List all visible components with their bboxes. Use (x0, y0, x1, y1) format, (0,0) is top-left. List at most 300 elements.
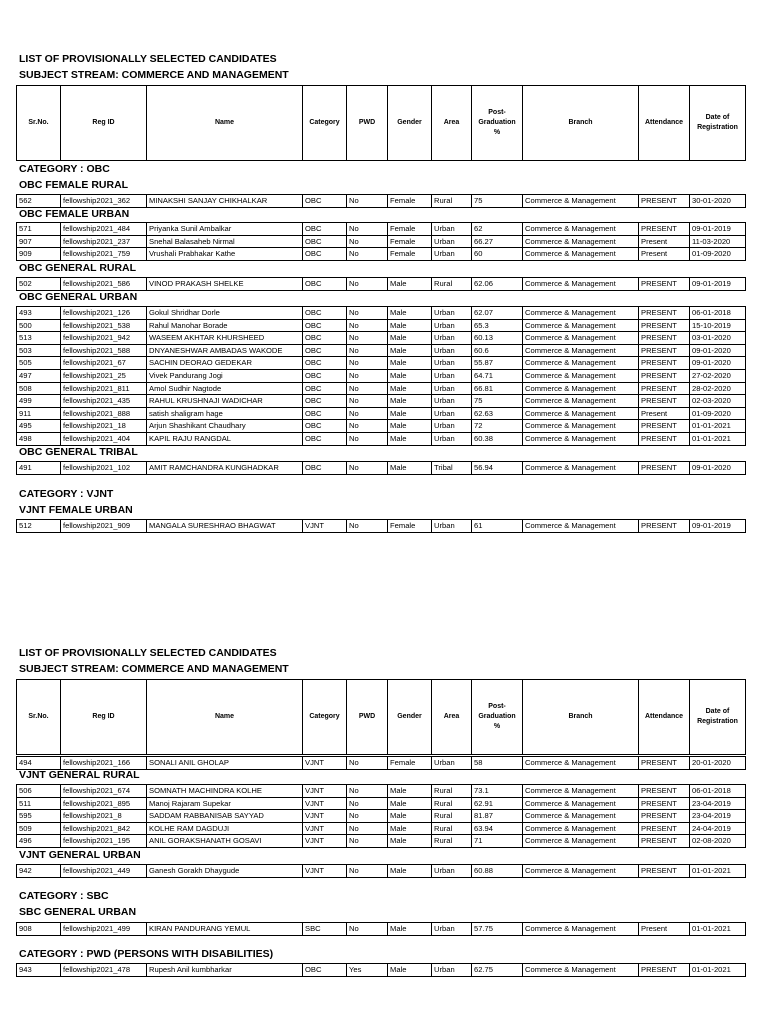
sr-no-cell: 511 (17, 797, 61, 810)
pg-percent-cell: 81.87 (472, 810, 523, 823)
pg-percent-cell: 62.91 (472, 797, 523, 810)
pg-percent-cell: 72 (472, 420, 523, 433)
table-row (17, 785, 746, 798)
name-header: Name (147, 86, 303, 161)
column-header-table (16, 85, 746, 161)
attendance-cell: Present (639, 923, 690, 936)
gender-cell: Female (388, 235, 432, 248)
registration-date-header: Date of Registration (690, 86, 746, 161)
pg-percent-cell: 75 (472, 195, 523, 208)
reg-id-cell: fellowship2021_362 (61, 195, 147, 208)
pwd-cell: No (347, 332, 388, 345)
table-row (17, 822, 746, 835)
reg-id-header: Reg ID (61, 86, 147, 161)
sr-no-cell: 562 (17, 195, 61, 208)
group-heading: OBC GENERAL URBAN (19, 291, 138, 303)
category-cell: VJNT (303, 810, 347, 823)
registration-date-cell: 23-04-2019 (690, 810, 746, 823)
name-cell: SONALI ANIL GHOLAP (147, 757, 303, 770)
gender-header: Gender (388, 680, 432, 755)
area-cell: Urban (432, 923, 472, 936)
area-cell: Urban (432, 520, 472, 533)
group-table (16, 306, 745, 446)
subject-stream-title: SUBJECT STREAM: COMMERCE AND MANAGEMENT (19, 663, 289, 675)
name-cell: MINAKSHI SANJAY CHIKHALKAR (147, 195, 303, 208)
registration-date-cell: 28-02-2020 (690, 382, 746, 395)
pwd-cell: No (347, 797, 388, 810)
branch-cell: Commerce & Management (523, 757, 639, 770)
gender-cell: Male (388, 395, 432, 408)
pg-percent-cell: 60 (472, 248, 523, 261)
group-heading: VJNT GENERAL URBAN (19, 849, 141, 861)
reg-id-cell: fellowship2021_195 (61, 835, 147, 848)
sr-no-cell: 509 (17, 822, 61, 835)
attendance-cell: PRESENT (639, 432, 690, 445)
pg-percent-cell: 66.27 (472, 235, 523, 248)
pg-percent-cell: 71 (472, 835, 523, 848)
registration-date-cell: 09-01-2019 (690, 223, 746, 236)
sr-no-cell: 503 (17, 344, 61, 357)
reg-id-cell: fellowship2021_909 (61, 520, 147, 533)
branch-cell: Commerce & Management (523, 407, 639, 420)
table-row (17, 420, 746, 433)
gender-cell: Male (388, 835, 432, 848)
category-cell: OBC (303, 344, 347, 357)
pg-percent-cell: 62.63 (472, 407, 523, 420)
attendance-cell: PRESENT (639, 810, 690, 823)
category-cell: OBC (303, 407, 347, 420)
pwd-cell: No (347, 235, 388, 248)
reg-id-cell: fellowship2021_942 (61, 332, 147, 345)
category-heading: CATEGORY : OBC (19, 163, 110, 175)
name-cell: Manoj Rajaram Supekar (147, 797, 303, 810)
attendance-cell: PRESENT (639, 369, 690, 382)
category-header: Category (303, 86, 347, 161)
gender-header: Gender (388, 86, 432, 161)
sr-no-cell: 491 (17, 462, 61, 475)
area-cell: Urban (432, 369, 472, 382)
table-row (17, 964, 746, 977)
sr-no-cell: 943 (17, 964, 61, 977)
name-cell: DNYANESHWAR AMBADAS WAKODE (147, 344, 303, 357)
gender-cell: Female (388, 520, 432, 533)
registration-date-cell: 01-09-2020 (690, 407, 746, 420)
gender-cell: Male (388, 319, 432, 332)
attendance-cell: Present (639, 248, 690, 261)
pwd-cell: No (347, 407, 388, 420)
group-heading: VJNT FEMALE URBAN (19, 504, 133, 516)
header-table (16, 679, 745, 755)
registration-date-cell: 30-01-2020 (690, 195, 746, 208)
gender-cell: Male (388, 462, 432, 475)
category-heading: CATEGORY : SBC (19, 890, 109, 902)
gender-cell: Male (388, 432, 432, 445)
area-cell: Urban (432, 964, 472, 977)
area-cell: Urban (432, 344, 472, 357)
pwd-cell: No (347, 835, 388, 848)
table-row (17, 332, 746, 345)
attendance-cell: PRESENT (639, 344, 690, 357)
registration-date-cell: 23-04-2019 (690, 797, 746, 810)
header-row (17, 86, 746, 161)
attendance-cell: PRESENT (639, 520, 690, 533)
category-cell: VJNT (303, 520, 347, 533)
reg-id-cell: fellowship2021_8 (61, 810, 147, 823)
category-cell: OBC (303, 319, 347, 332)
branch-header: Branch (523, 680, 639, 755)
table-row (17, 319, 746, 332)
group-heading: OBC GENERAL RURAL (19, 262, 137, 274)
table-row (17, 865, 746, 878)
area-cell: Urban (432, 865, 472, 878)
pg-percent-cell: 55.87 (472, 357, 523, 370)
category-cell: OBC (303, 278, 347, 291)
reg-id-cell: fellowship2021_499 (61, 923, 147, 936)
branch-cell: Commerce & Management (523, 248, 639, 261)
sr-no-cell: 500 (17, 319, 61, 332)
area-header: Area (432, 86, 472, 161)
reg-id-cell: fellowship2021_842 (61, 822, 147, 835)
subject-stream-title: SUBJECT STREAM: COMMERCE AND MANAGEMENT (19, 69, 289, 81)
sr-no-cell: 502 (17, 278, 61, 291)
pwd-cell: No (347, 357, 388, 370)
column-header-table (16, 679, 746, 755)
category-cell: OBC (303, 223, 347, 236)
branch-cell: Commerce & Management (523, 332, 639, 345)
gender-cell: Male (388, 407, 432, 420)
category-header: Category (303, 680, 347, 755)
area-header: Area (432, 680, 472, 755)
pwd-cell: No (347, 195, 388, 208)
group-table (16, 277, 745, 291)
area-cell: Urban (432, 420, 472, 433)
reg-id-cell: fellowship2021_449 (61, 865, 147, 878)
area-cell: Rural (432, 810, 472, 823)
area-cell: Rural (432, 822, 472, 835)
category-heading: CATEGORY : VJNT (19, 488, 114, 500)
branch-cell: Commerce & Management (523, 369, 639, 382)
pg-percent-cell: 61 (472, 520, 523, 533)
sr-no-header: Sr.No. (17, 86, 61, 161)
sr-no-cell: 942 (17, 865, 61, 878)
table-row (17, 223, 746, 236)
branch-cell: Commerce & Management (523, 835, 639, 848)
registration-date-cell: 03-01-2020 (690, 332, 746, 345)
attendance-cell: PRESENT (639, 319, 690, 332)
registration-date-cell: 06-01-2018 (690, 307, 746, 320)
reg-id-cell: fellowship2021_484 (61, 223, 147, 236)
branch-header: Branch (523, 86, 639, 161)
table-row (17, 520, 746, 533)
gender-cell: Female (388, 195, 432, 208)
branch-cell: Commerce & Management (523, 420, 639, 433)
pwd-cell: No (347, 248, 388, 261)
registration-date-cell: 15-10-2019 (690, 319, 746, 332)
gender-cell: Male (388, 307, 432, 320)
registration-date-cell: 09-01-2020 (690, 344, 746, 357)
area-cell: Urban (432, 223, 472, 236)
name-cell: Rupesh Anil kumbharkar (147, 964, 303, 977)
attendance-cell: PRESENT (639, 307, 690, 320)
group-table (16, 222, 745, 261)
category-cell: OBC (303, 357, 347, 370)
area-cell: Urban (432, 319, 472, 332)
sr-no-cell: 595 (17, 810, 61, 823)
group-table (16, 461, 745, 475)
area-cell: Urban (432, 395, 472, 408)
sr-no-cell: 505 (17, 357, 61, 370)
sr-no-cell: 497 (17, 369, 61, 382)
category-cell: VJNT (303, 785, 347, 798)
pwd-cell: No (347, 223, 388, 236)
table-row (17, 810, 746, 823)
category-heading: CATEGORY : PWD (PERSONS WITH DISABILITIES) (19, 948, 274, 960)
pwd-header: PWD (347, 86, 388, 161)
table-row (17, 797, 746, 810)
attendance-cell: PRESENT (639, 462, 690, 475)
branch-cell: Commerce & Management (523, 223, 639, 236)
sr-no-cell: 495 (17, 420, 61, 433)
group-heading: OBC FEMALE URBAN (19, 208, 130, 220)
area-cell: Urban (432, 357, 472, 370)
area-cell: Rural (432, 785, 472, 798)
table-row (17, 432, 746, 445)
area-cell: Rural (432, 797, 472, 810)
group-heading: OBC GENERAL TRIBAL (19, 446, 138, 458)
pg-percent-header: Post- Graduation % (472, 680, 523, 755)
gender-cell: Male (388, 332, 432, 345)
name-cell: Snehal Balasaheb Nirmal (147, 235, 303, 248)
reg-id-cell: fellowship2021_237 (61, 235, 147, 248)
attendance-cell: PRESENT (639, 757, 690, 770)
area-cell: Urban (432, 757, 472, 770)
sr-no-cell: 512 (17, 520, 61, 533)
pwd-cell: No (347, 520, 388, 533)
name-header: Name (147, 680, 303, 755)
attendance-cell: PRESENT (639, 797, 690, 810)
table-row (17, 357, 746, 370)
attendance-cell: PRESENT (639, 822, 690, 835)
pg-percent-cell: 65.3 (472, 319, 523, 332)
name-cell: Amol Sudhir Nagtode (147, 382, 303, 395)
pwd-cell: No (347, 307, 388, 320)
sr-no-cell: 499 (17, 395, 61, 408)
group-table (16, 864, 745, 878)
table-row (17, 395, 746, 408)
list-title: LIST OF PROVISIONALLY SELECTED CANDIDATES (19, 53, 277, 65)
reg-id-cell: fellowship2021_759 (61, 248, 147, 261)
area-cell: Urban (432, 382, 472, 395)
registration-date-header: Date of Registration (690, 680, 746, 755)
registration-date-cell: 01-01-2021 (690, 420, 746, 433)
attendance-cell: PRESENT (639, 223, 690, 236)
sr-no-cell: 494 (17, 757, 61, 770)
sr-no-cell: 498 (17, 432, 61, 445)
branch-cell: Commerce & Management (523, 923, 639, 936)
attendance-cell: PRESENT (639, 382, 690, 395)
sr-no-cell: 513 (17, 332, 61, 345)
sr-no-cell: 911 (17, 407, 61, 420)
sr-no-cell: 571 (17, 223, 61, 236)
pg-percent-cell: 60.38 (472, 432, 523, 445)
registration-date-cell: 06-01-2018 (690, 785, 746, 798)
name-cell: AMIT RAMCHANDRA KUNGHADKAR (147, 462, 303, 475)
attendance-header: Attendance (639, 86, 690, 161)
name-cell: MANGALA SURESHRAO BHAGWAT (147, 520, 303, 533)
group-table (16, 784, 745, 848)
area-cell: Urban (432, 235, 472, 248)
registration-date-cell: 24-04-2019 (690, 822, 746, 835)
registration-date-cell: 09-01-2020 (690, 462, 746, 475)
category-cell: OBC (303, 382, 347, 395)
reg-id-cell: fellowship2021_25 (61, 369, 147, 382)
name-cell: RAHUL KRUSHNAJI WADICHAR (147, 395, 303, 408)
category-cell: OBC (303, 307, 347, 320)
pg-percent-header: Post- Graduation % (472, 86, 523, 161)
reg-id-cell: fellowship2021_478 (61, 964, 147, 977)
reg-id-header: Reg ID (61, 680, 147, 755)
gender-cell: Female (388, 223, 432, 236)
branch-cell: Commerce & Management (523, 278, 639, 291)
pwd-cell: No (347, 923, 388, 936)
name-cell: Ganesh Gorakh Dhaygude (147, 865, 303, 878)
attendance-cell: PRESENT (639, 835, 690, 848)
pwd-header: PWD (347, 680, 388, 755)
name-cell: Rahul Manohar Borade (147, 319, 303, 332)
reg-id-cell: fellowship2021_588 (61, 344, 147, 357)
pg-percent-cell: 60.88 (472, 865, 523, 878)
category-cell: VJNT (303, 865, 347, 878)
registration-date-cell: 01-01-2021 (690, 923, 746, 936)
registration-date-cell: 09-01-2020 (690, 357, 746, 370)
attendance-cell: PRESENT (639, 357, 690, 370)
reg-id-cell: fellowship2021_538 (61, 319, 147, 332)
pg-percent-cell: 62.07 (472, 307, 523, 320)
gender-cell: Male (388, 797, 432, 810)
pwd-cell: No (347, 278, 388, 291)
table-row (17, 195, 746, 208)
group-table (16, 194, 745, 208)
pwd-cell: No (347, 395, 388, 408)
name-cell: KIRAN PANDURANG YEMUL (147, 923, 303, 936)
reg-id-cell: fellowship2021_586 (61, 278, 147, 291)
pg-percent-cell: 56.94 (472, 462, 523, 475)
branch-cell: Commerce & Management (523, 810, 639, 823)
registration-date-cell: 09-01-2019 (690, 278, 746, 291)
area-cell: Rural (432, 278, 472, 291)
pwd-cell: No (347, 382, 388, 395)
reg-id-cell: fellowship2021_166 (61, 757, 147, 770)
reg-id-cell: fellowship2021_404 (61, 432, 147, 445)
name-cell: ANIL GORAKSHANATH GOSAVI (147, 835, 303, 848)
area-cell: Urban (432, 332, 472, 345)
pwd-cell: No (347, 420, 388, 433)
name-cell: satish shaligram hage (147, 407, 303, 420)
branch-cell: Commerce & Management (523, 865, 639, 878)
pg-percent-cell: 62.75 (472, 964, 523, 977)
name-cell: Vivek Pandurang Jogi (147, 369, 303, 382)
name-cell: SACHIN DEORAO GEDEKAR (147, 357, 303, 370)
pwd-cell: No (347, 810, 388, 823)
group-table (16, 963, 745, 977)
sr-no-cell: 907 (17, 235, 61, 248)
pg-percent-cell: 62 (472, 223, 523, 236)
table-row (17, 278, 746, 291)
group-table (16, 922, 745, 936)
sr-no-cell: 909 (17, 248, 61, 261)
name-cell: Gokul Shridhar Dorle (147, 307, 303, 320)
sr-no-cell: 496 (17, 835, 61, 848)
pwd-cell: No (347, 865, 388, 878)
branch-cell: Commerce & Management (523, 357, 639, 370)
area-cell: Urban (432, 432, 472, 445)
branch-cell: Commerce & Management (523, 307, 639, 320)
table-row (17, 462, 746, 475)
attendance-cell: PRESENT (639, 785, 690, 798)
category-cell: OBC (303, 395, 347, 408)
pg-percent-cell: 75 (472, 395, 523, 408)
branch-cell: Commerce & Management (523, 382, 639, 395)
gender-cell: Male (388, 369, 432, 382)
pwd-cell: No (347, 822, 388, 835)
pg-percent-cell: 60.6 (472, 344, 523, 357)
table-row (17, 757, 746, 770)
sr-no-cell: 908 (17, 923, 61, 936)
registration-date-cell: 01-01-2021 (690, 865, 746, 878)
table-row (17, 382, 746, 395)
registration-date-cell: 02-03-2020 (690, 395, 746, 408)
reg-id-cell: fellowship2021_67 (61, 357, 147, 370)
registration-date-cell: 27-02-2020 (690, 369, 746, 382)
pg-percent-cell: 73.1 (472, 785, 523, 798)
pg-percent-cell: 57.75 (472, 923, 523, 936)
category-cell: VJNT (303, 757, 347, 770)
area-cell: Urban (432, 248, 472, 261)
attendance-cell: PRESENT (639, 964, 690, 977)
branch-cell: Commerce & Management (523, 319, 639, 332)
category-cell: OBC (303, 369, 347, 382)
table-row (17, 248, 746, 261)
gender-cell: Male (388, 382, 432, 395)
category-cell: OBC (303, 332, 347, 345)
attendance-cell: PRESENT (639, 195, 690, 208)
name-cell: SADDAM RABBANISAB SAYYAD (147, 810, 303, 823)
category-cell: OBC (303, 964, 347, 977)
reg-id-cell: fellowship2021_895 (61, 797, 147, 810)
category-cell: OBC (303, 462, 347, 475)
category-cell: VJNT (303, 797, 347, 810)
branch-cell: Commerce & Management (523, 432, 639, 445)
registration-date-cell: 02-08-2020 (690, 835, 746, 848)
area-cell: Urban (432, 307, 472, 320)
branch-cell: Commerce & Management (523, 195, 639, 208)
group-heading: OBC FEMALE RURAL (19, 179, 129, 191)
list-title: LIST OF PROVISIONALLY SELECTED CANDIDATES (19, 647, 277, 659)
registration-date-cell: 11-03-2020 (690, 235, 746, 248)
table-row (17, 407, 746, 420)
header-table (16, 85, 745, 161)
pg-percent-cell: 58 (472, 757, 523, 770)
pg-percent-cell: 63.94 (472, 822, 523, 835)
category-cell: OBC (303, 235, 347, 248)
table-row (17, 235, 746, 248)
table-row (17, 835, 746, 848)
reg-id-cell: fellowship2021_811 (61, 382, 147, 395)
pwd-cell: No (347, 319, 388, 332)
pg-percent-cell: 60.13 (472, 332, 523, 345)
name-cell: Priyanka Sunil Ambalkar (147, 223, 303, 236)
pg-percent-cell: 66.81 (472, 382, 523, 395)
